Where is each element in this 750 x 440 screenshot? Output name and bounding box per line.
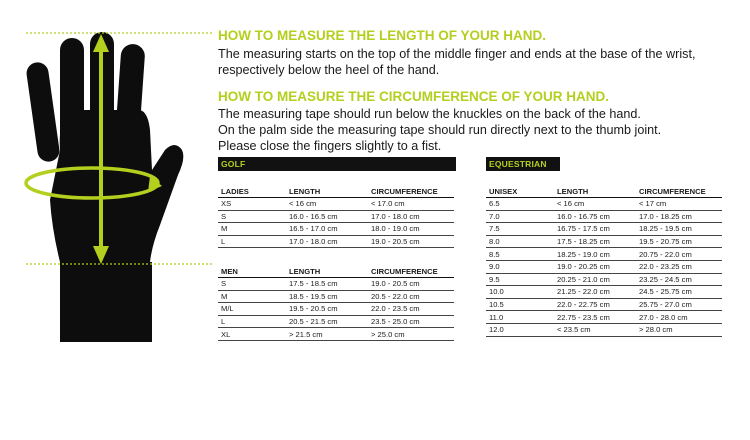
- length-line-1: The measuring starts on the top of the middle finger and ends at the base of the wrist,: [218, 47, 696, 61]
- circumference-line-2: On the palm side the measuring tape should run directly next to the thumb joint.: [218, 123, 662, 137]
- table-row: [486, 198, 722, 211]
- column-header: UNISEX: [486, 186, 554, 198]
- circumference-cell: 27.0 - 28.0 cm: [636, 311, 722, 324]
- size-cell: 11.0: [486, 311, 554, 324]
- circumference-cell: 17.0 - 18.25 cm: [636, 210, 722, 223]
- size-cell: 7.0: [486, 210, 554, 223]
- table-row: [218, 210, 454, 223]
- circumference-cell: 19.5 - 20.75 cm: [636, 235, 722, 248]
- circumference-cell: < 17.0 cm: [368, 198, 454, 211]
- length-line-2: respectively below the heel of the hand.: [218, 63, 440, 77]
- size-cell: XS: [218, 198, 286, 211]
- size-cell: 7.5: [486, 223, 554, 236]
- size-cell: 9.5: [486, 273, 554, 286]
- length-cell: 22.0 - 22.75 cm: [554, 298, 636, 311]
- length-cell: 21.25 - 22.0 cm: [554, 286, 636, 299]
- column-header: CIRCUMFERENCE: [368, 266, 454, 278]
- circumference-heading: HOW TO MEASURE THE CIRCUMFERENCE OF YOUR HAND.: [218, 89, 610, 104]
- size-cell: M: [218, 290, 286, 303]
- column-header: LADIES: [218, 186, 286, 198]
- table-row: [486, 286, 722, 299]
- column-header: CIRCUMFERENCE: [368, 186, 454, 198]
- length-cell: 16.0 - 16.75 cm: [554, 210, 636, 223]
- length-cell: 16.75 - 17.5 cm: [554, 223, 636, 236]
- table-row: [218, 235, 454, 248]
- length-cell: 17.5 - 18.25 cm: [554, 235, 636, 248]
- circumference-cell: 17.0 - 18.0 cm: [368, 210, 454, 223]
- size-cell: 6.5: [486, 198, 554, 211]
- table-row: [486, 323, 722, 336]
- table-row: [486, 210, 722, 223]
- column-header: MEN: [218, 266, 286, 278]
- size-cell: L: [218, 315, 286, 328]
- table-row: [486, 223, 722, 236]
- circumference-cell: > 28.0 cm: [636, 323, 722, 336]
- size-cell: 10.0: [486, 286, 554, 299]
- column-header: LENGTH: [286, 266, 368, 278]
- size-cell: 8.5: [486, 248, 554, 261]
- glove-finger-ring: [60, 38, 84, 148]
- equestrian-unisex-table: [486, 186, 722, 337]
- column-header: LENGTH: [286, 186, 368, 198]
- glove-finger-little: [25, 61, 61, 163]
- length-cell: 19.5 - 20.5 cm: [286, 303, 368, 316]
- table-row: [486, 248, 722, 261]
- circumference-cell: 19.0 - 20.5 cm: [368, 235, 454, 248]
- length-cell: 19.0 - 20.25 cm: [554, 260, 636, 273]
- length-cell: 18.25 - 19.0 cm: [554, 248, 636, 261]
- circumference-cell: < 17 cm: [636, 198, 722, 211]
- size-cell: S: [218, 210, 286, 223]
- length-cell: < 16 cm: [286, 198, 368, 211]
- length-cell: 17.0 - 18.0 cm: [286, 235, 368, 248]
- length-cell: 16.5 - 17.0 cm: [286, 223, 368, 236]
- length-cell: 18.5 - 19.5 cm: [286, 290, 368, 303]
- table-row: [218, 315, 454, 328]
- circumference-cell: 20.75 - 22.0 cm: [636, 248, 722, 261]
- table-row: [218, 278, 454, 291]
- circumference-cell: 22.0 - 23.25 cm: [636, 260, 722, 273]
- size-cell: 10.5: [486, 298, 554, 311]
- table-row: [218, 223, 454, 236]
- length-cell: < 16 cm: [554, 198, 636, 211]
- table-row: [218, 328, 454, 341]
- circumference-cell: > 25.0 cm: [368, 328, 454, 341]
- table-header-row: [218, 186, 454, 198]
- length-cell: 16.0 - 16.5 cm: [286, 210, 368, 223]
- glove-cuff: [60, 262, 152, 342]
- circumference-cell: 23.5 - 25.0 cm: [368, 315, 454, 328]
- length-cell: > 21.5 cm: [286, 328, 368, 341]
- size-cell: L: [218, 235, 286, 248]
- length-heading: HOW TO MEASURE THE LENGTH OF YOUR HAND.: [218, 28, 547, 43]
- circumference-cell: 25.75 - 27.0 cm: [636, 298, 722, 311]
- table-row: [218, 198, 454, 211]
- table-row: [218, 303, 454, 316]
- equestrian-tag: EQUESTRIAN: [486, 157, 560, 171]
- size-cell: M: [218, 223, 286, 236]
- circumference-cell: 19.0 - 20.5 cm: [368, 278, 454, 291]
- length-cell: 22.75 - 23.5 cm: [554, 311, 636, 324]
- circumference-cell: 18.25 - 19.5 cm: [636, 223, 722, 236]
- length-cell: 20.5 - 21.5 cm: [286, 315, 368, 328]
- table-row: [486, 311, 722, 324]
- glove-illustration: [0, 0, 220, 440]
- circumference-cell: 22.0 - 23.5 cm: [368, 303, 454, 316]
- length-cell: < 23.5 cm: [554, 323, 636, 336]
- table-header-row: [218, 266, 454, 278]
- size-cell: 12.0: [486, 323, 554, 336]
- column-header: CIRCUMFERENCE: [636, 186, 722, 198]
- length-cell: 20.25 - 21.0 cm: [554, 273, 636, 286]
- circumference-line-3: Please close the fingers slightly to a fist.: [218, 139, 442, 153]
- circumference-line-1: The measuring tape should run below the knuckles on the back of the hand.: [218, 107, 641, 121]
- circumference-cell: 24.5 - 25.75 cm: [636, 286, 722, 299]
- golf-ladies-table: [218, 186, 454, 248]
- table-row: [218, 290, 454, 303]
- table-header-row: [486, 186, 722, 198]
- circumference-cell: 20.5 - 22.0 cm: [368, 290, 454, 303]
- golf-tag: GOLF: [218, 157, 456, 171]
- column-header: LENGTH: [554, 186, 636, 198]
- table-row: [486, 273, 722, 286]
- circumference-cell: 18.0 - 19.0 cm: [368, 223, 454, 236]
- table-row: [486, 298, 722, 311]
- golf-men-table: [218, 266, 454, 341]
- circumference-cell: 23.25 - 24.5 cm: [636, 273, 722, 286]
- table-row: [486, 260, 722, 273]
- size-cell: 8.0: [486, 235, 554, 248]
- size-cell: XL: [218, 328, 286, 341]
- size-cell: M/L: [218, 303, 286, 316]
- size-cell: S: [218, 278, 286, 291]
- table-row: [486, 235, 722, 248]
- size-cell: 9.0: [486, 260, 554, 273]
- length-cell: 17.5 - 18.5 cm: [286, 278, 368, 291]
